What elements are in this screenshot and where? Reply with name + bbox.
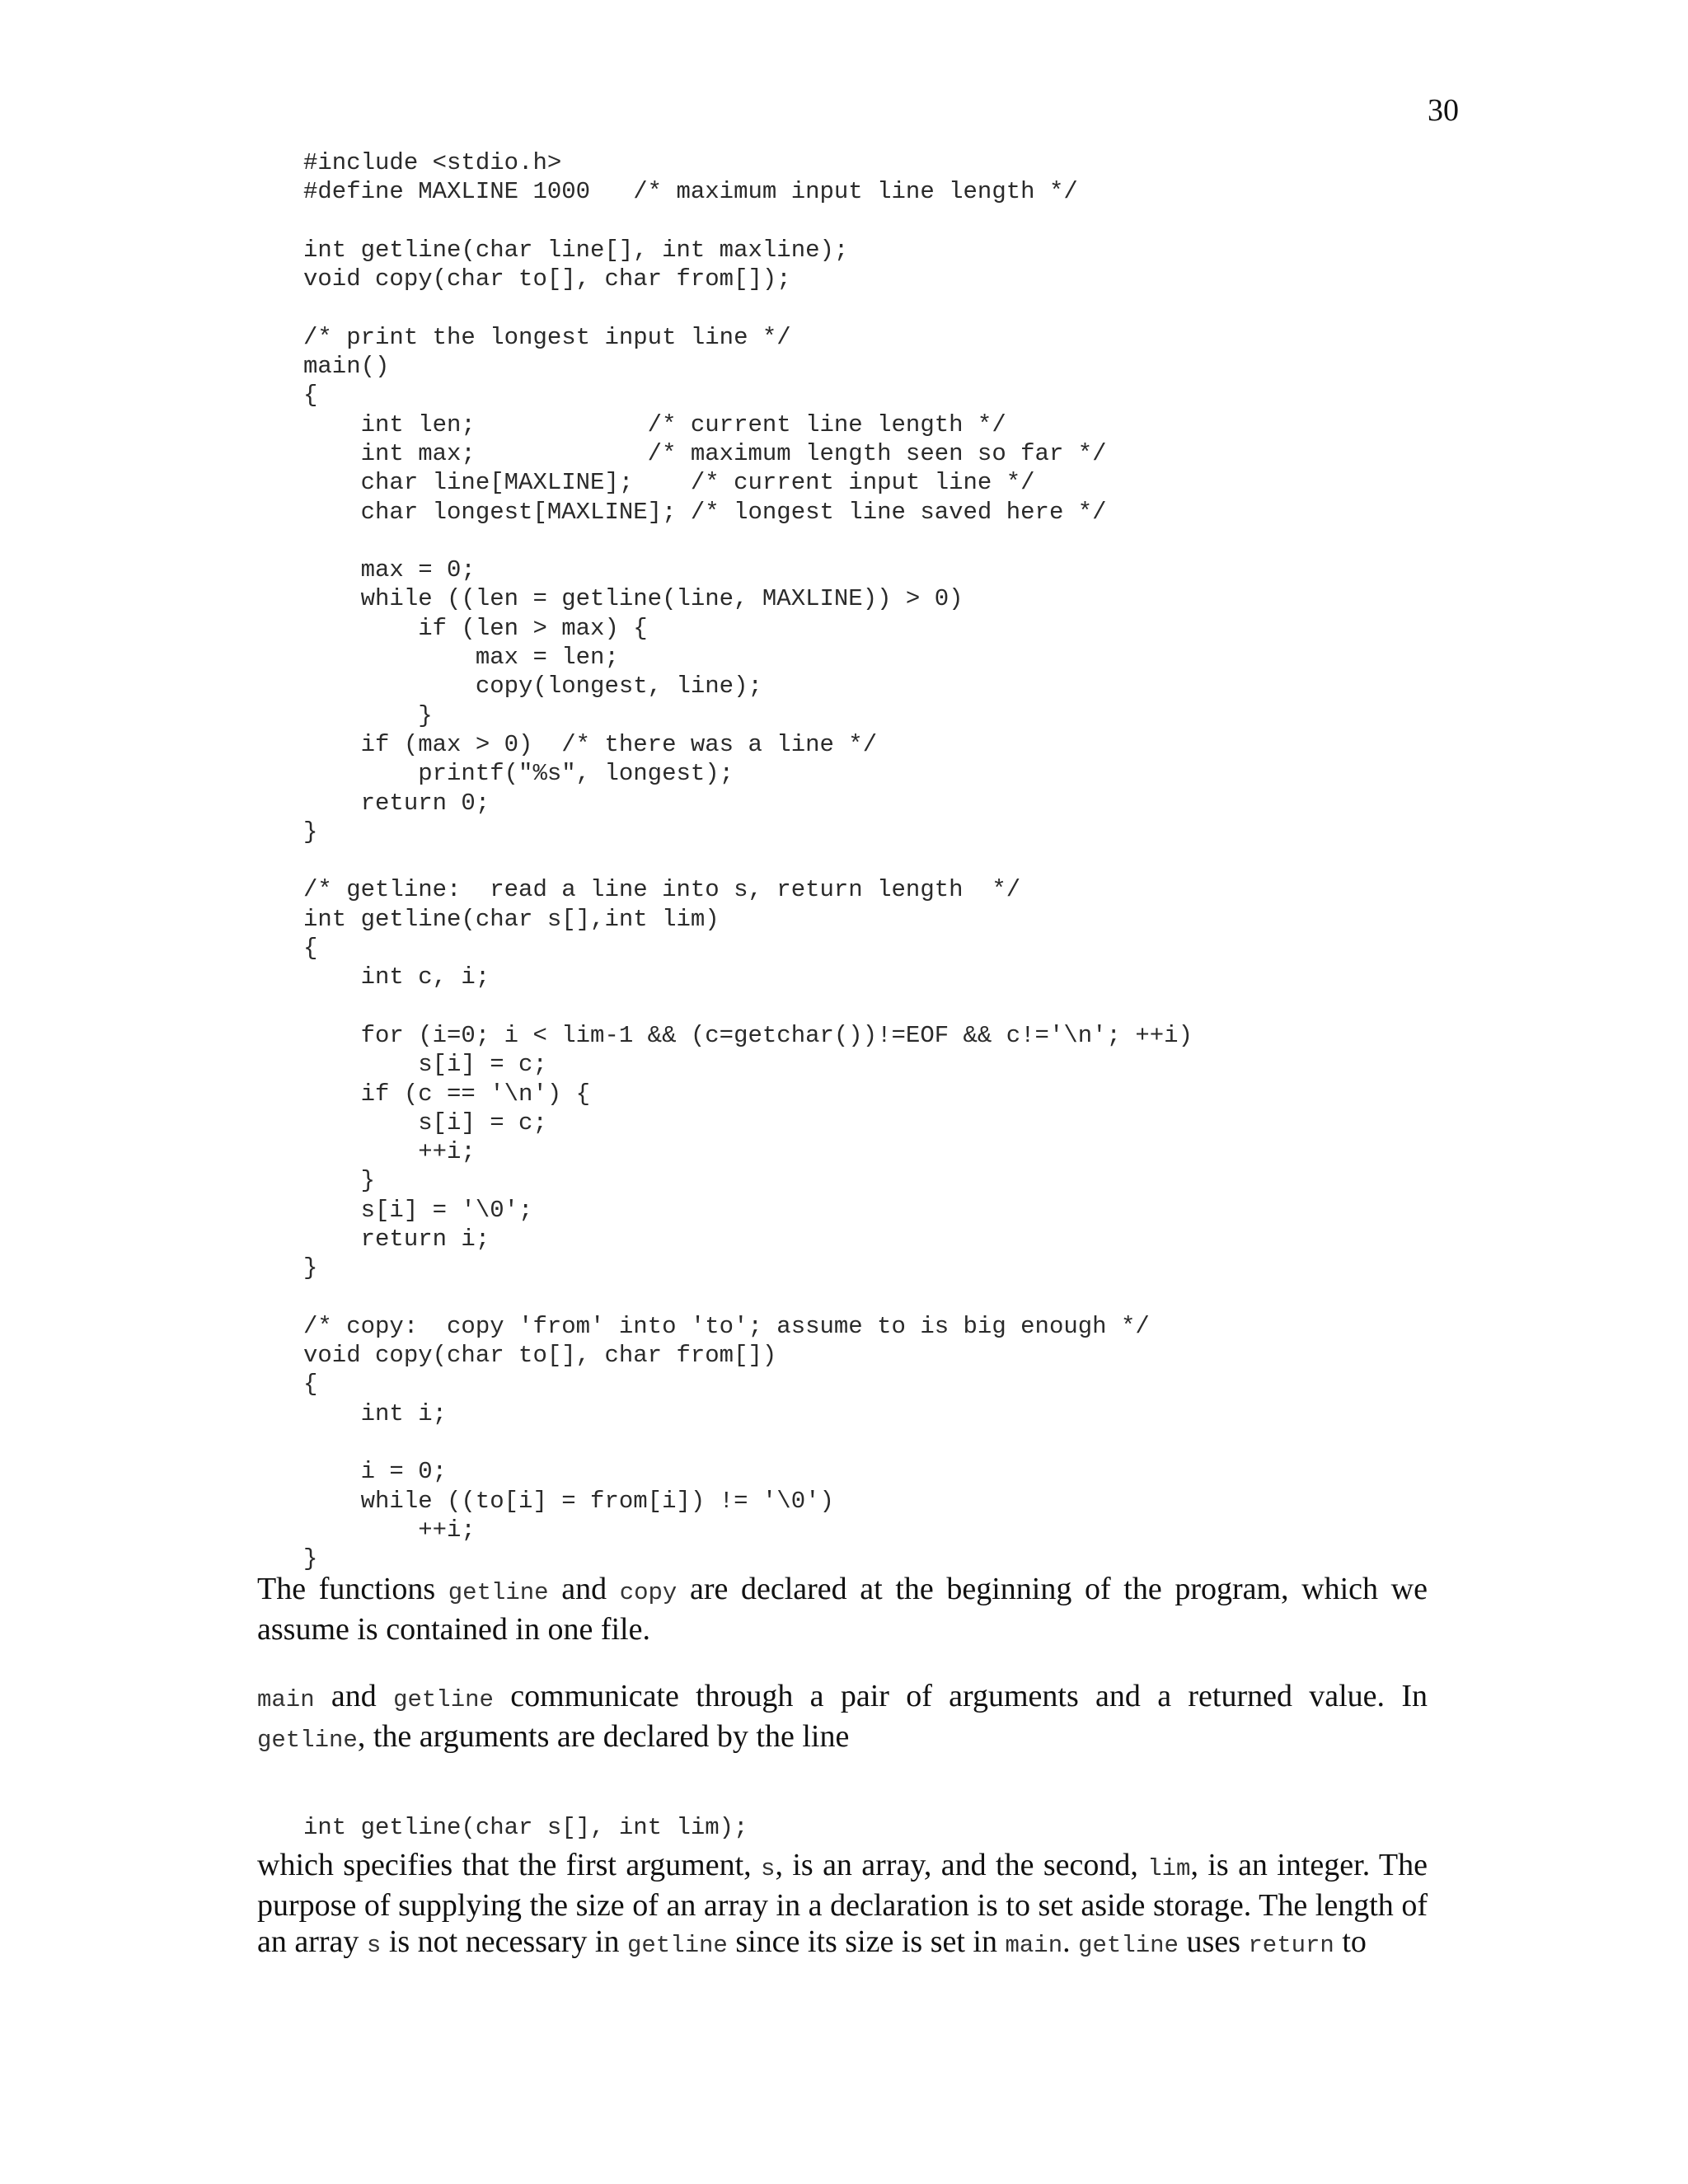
text-run: The functions [257,1572,448,1606]
inline-code: return [1248,1932,1334,1959]
text-run: , is an array, and the second, [775,1848,1148,1882]
inline-code: lim [1147,1855,1191,1882]
text-run: communicate through a pair of arguments and a returned value. In [493,1679,1428,1713]
inline-code: s [366,1932,382,1959]
inline-code: main [257,1686,315,1713]
text-run: uses [1178,1924,1249,1959]
page-number: 30 [1428,93,1459,128]
text-run: , is an integer. The purpose of supplying the size of an array in a declaration is to set aside storage. The length of an array [257,1848,1428,1959]
inline-code: main [1005,1932,1063,1959]
text-run: and [314,1679,394,1713]
inline-code: getline [393,1686,494,1713]
inline-code: getline [1078,1932,1179,1959]
text-run: which specifies that the first argument, [257,1848,762,1882]
paragraph-declarations [257,1571,1428,1647]
paragraph-arguments [257,1847,1428,1964]
text-run: to [1334,1924,1367,1959]
code-listing: #include <stdio.h> #define MAXLINE 1000 /* maximum input line length */ int getline(char line[], int maxline); void copy(char to[], char from[]); /* print the longest input line */ main() { int len; /* current line length */ int max; /* maximum length seen so far */ char line[MAXLINE]; /* current input line */ char longest[MAXLINE]; /* longest line saved here */ max = 0; while ((len = getline(line, MAXLINE)) > 0) if (len > max) { max = len; copy(longest, line); } if (max > 0) /* there was a line */ printf("%s", longest); return 0; } /* getline: read a line into s, return length */ int getline(char s[],int lim) { int c, i; for (i=0; i < lim-1 && (c=getchar())!=EOF && c!='\n'; ++i) s[i] = c; if (c == '\n') { s[i] = c; ++i; } s[i] = '\0'; return i; } /* copy: copy 'from' into 'to'; assume to is big enough */ void copy(char to[], char from[]) { int i; i = 0; while ((to[i] = from[i]) != '\0') ++i; } [303,149,1193,1573]
inline-code: getline [448,1579,549,1606]
text-run: since its size is set in [727,1924,1006,1959]
text-run: and [548,1572,620,1606]
inline-code: copy [619,1579,678,1606]
declaration-code: int getline(char s[], int lim); [303,1814,748,1841]
text-run: are declared at the beginning of the program, which we assume is contained in one file. [257,1572,1428,1647]
text-run: is not necessary in [381,1924,627,1959]
text-run: , the arguments are declared by the line [357,1719,850,1754]
inline-code: s [761,1855,776,1882]
inline-code: getline [626,1932,728,1959]
inline-code: getline [257,1727,358,1754]
text-run: . [1062,1924,1079,1959]
paragraph-communication [257,1678,1428,1759]
